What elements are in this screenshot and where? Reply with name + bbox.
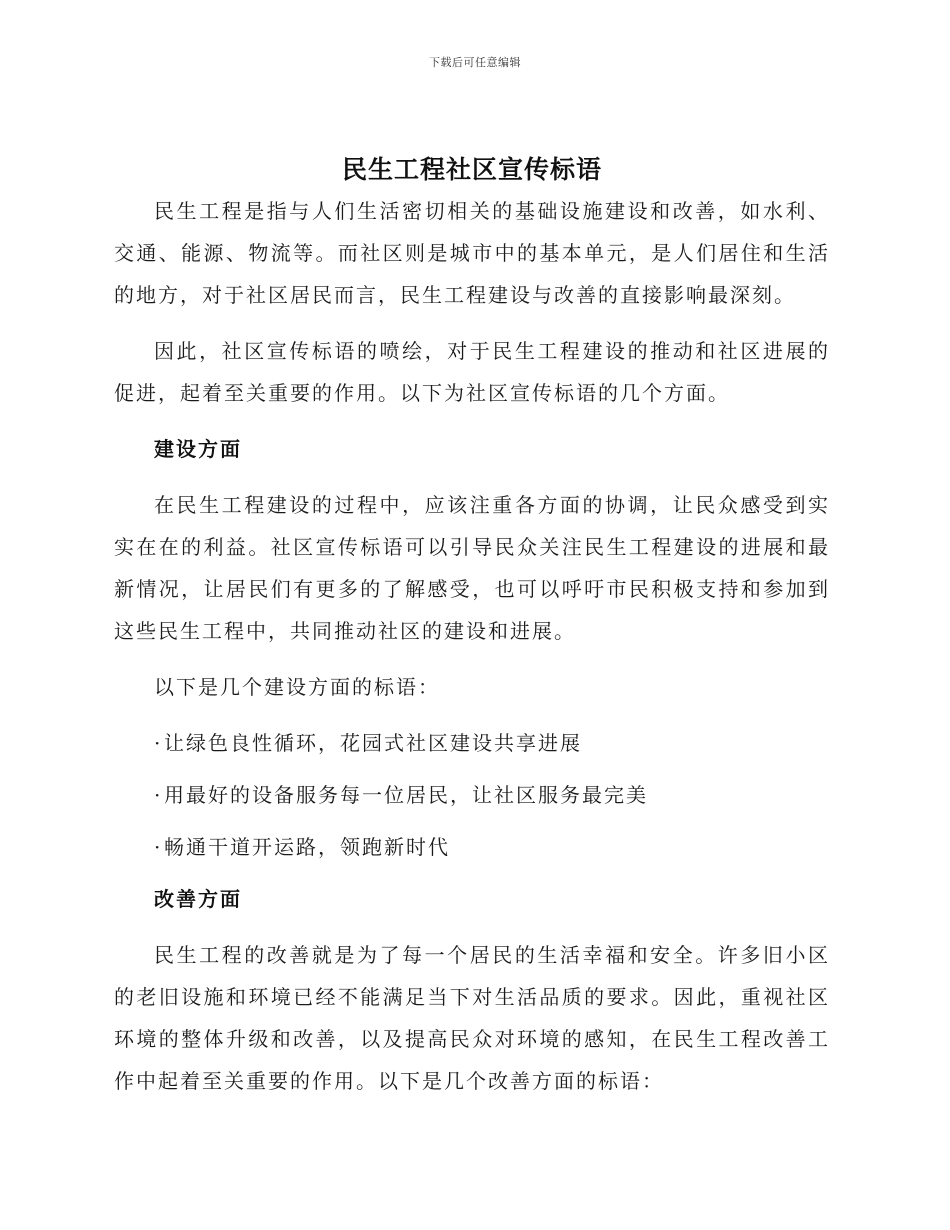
slogan-item (114, 774, 830, 816)
bullet-icon: · (154, 783, 163, 807)
slogan-list (114, 722, 830, 868)
section-paragraph: 以下是几个建设方面的标语： (154, 675, 440, 699)
section-construction (114, 428, 830, 868)
bullet-icon: · (154, 835, 163, 859)
slogan-text: 畅通干道开运路，领跑新时代 (164, 835, 450, 859)
document-title: 民生工程社区宣传标语 (341, 155, 602, 184)
intro-paragraph-1: 民生工程是指与人们生活密切相关的基础设施建设和改善，如水利、交通、能源、物流等。而社区则是城市中的基本单元，是人们居住和生活的地方，对于社区居民而言，民生工程建设与改善的直接影响最深刻。 (114, 199, 830, 307)
document-body (114, 150, 830, 1116)
section-improvement (114, 878, 830, 1102)
slogan-item (114, 722, 830, 764)
section-heading: 建设方面 (154, 437, 242, 461)
section-paragraph: 民生工程的改善就是为了每一个居民的生活幸福和安全。许多旧小区的老旧设施和环境已经不能满足当下对生活品质的要求。因此，重视社区环境的整体升级和改善，以及提高民众对环境的感知，在民生工程改善工作中起着至关重要的作用。以下是几个改善方面的标语： (114, 943, 830, 1093)
slogan-text: 用最好的设备服务每一位居民，让社区服务最完美 (164, 783, 648, 807)
intro-paragraph-2: 因此，社区宣传标语的喷绘，对于民生工程建设的推动和社区进展的促进，起着至关重要的作用。以下为社区宣传标语的几个方面。 (114, 339, 830, 405)
section-paragraph: 在民生工程建设的过程中，应该注重各方面的协调，让民众感受到实实在在的利益。社区宣传标语可以引导民众关注民生工程建设的进展和最新情况，让居民们有更多的了解感受，也可以呼吁市民积极支持和参加到这些民生工程中，共同推动社区的建设和进展。 (114, 493, 830, 643)
section-heading: 改善方面 (154, 887, 242, 911)
bullet-icon: · (154, 731, 163, 755)
running-header: 下载后可任意编辑 (429, 56, 521, 69)
slogan-text: 让绿色良性循环，花园式社区建设共享进展 (164, 731, 582, 755)
slogan-item (114, 826, 830, 868)
